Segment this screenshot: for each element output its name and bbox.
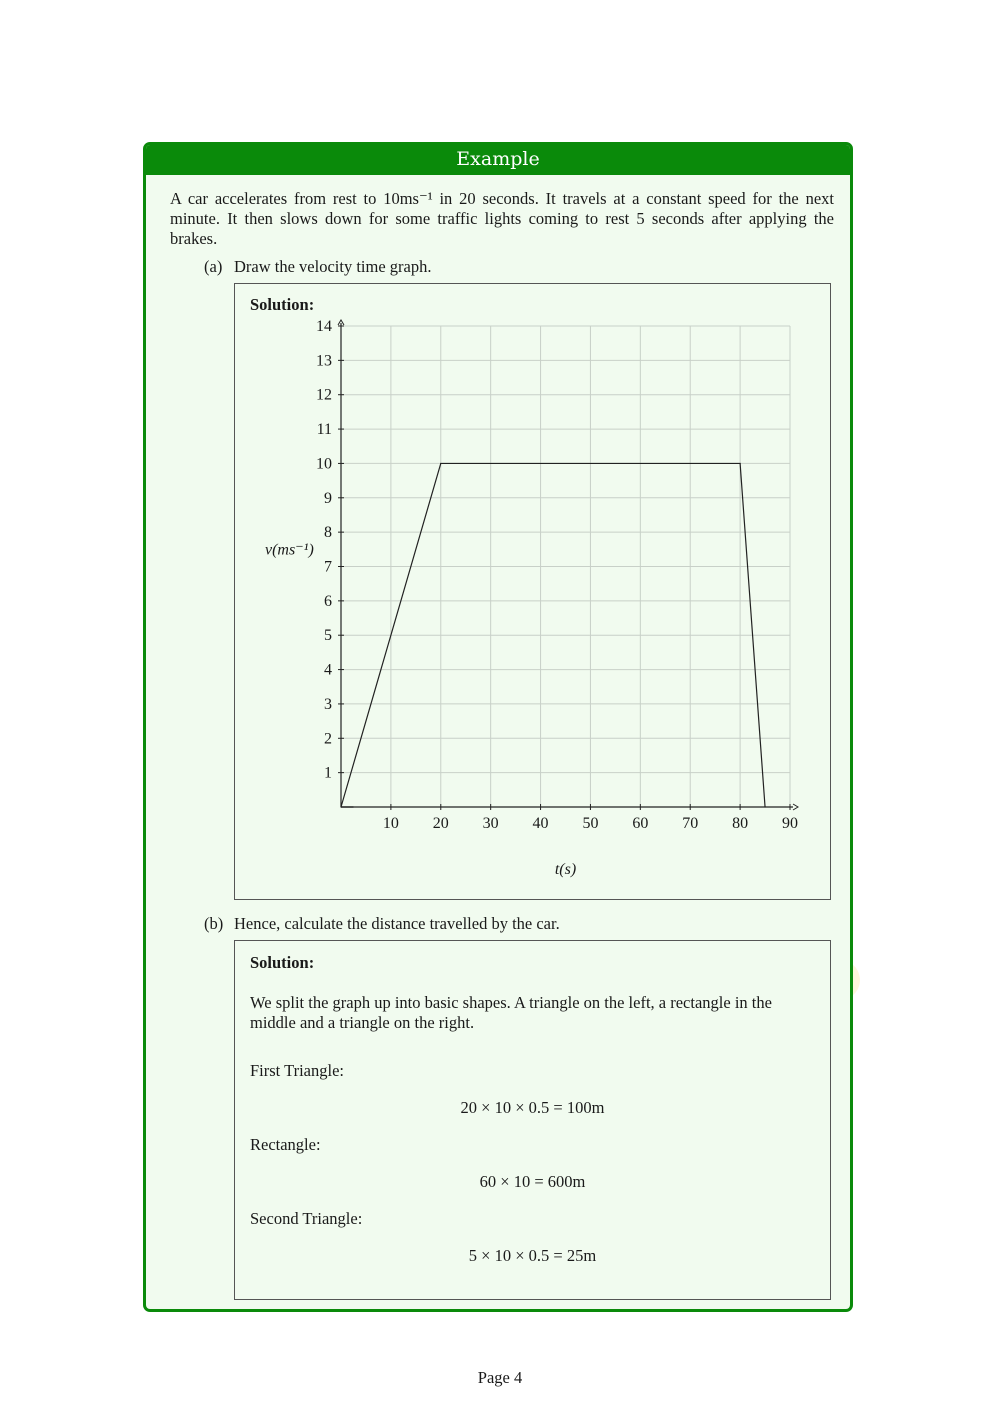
example-box [143, 142, 853, 1312]
velocity-point [740, 463, 741, 464]
y-tick-label: 3 [324, 695, 332, 713]
solution-a-box [234, 283, 831, 900]
x-tick-label: 90 [782, 815, 798, 832]
x-tick-label: 70 [682, 815, 699, 832]
part-b-label: (b) [204, 914, 224, 933]
solution-b-title: Solution: [250, 953, 315, 972]
x-axis-label: t(s) [554, 861, 577, 878]
x-tick-label: 40 [532, 815, 549, 832]
y-tick-label: 4 [324, 661, 332, 679]
example-header: Example [146, 145, 850, 175]
part-a-label: (a) [204, 257, 223, 276]
velocity-point [440, 463, 441, 464]
x-tick-label: 60 [632, 815, 649, 832]
y-tick-label: 10 [316, 455, 332, 473]
velocity-point [764, 806, 765, 807]
solution-b-intro: We split the graph up into basic shapes. A triangle on the left, a rectangle in the middle and a triangle on the right. [250, 993, 772, 1032]
y-tick-label: 7 [324, 558, 332, 576]
equation-second-triangle: 5 × 10 × 0.5 = 25m [468, 1246, 597, 1265]
solution-b-box [234, 940, 831, 1300]
y-axis-label: v(ms⁻¹) [265, 541, 314, 559]
solution-a-title: Solution: [250, 295, 315, 314]
y-tick-label: 2 [324, 730, 332, 748]
x-tick-label: 10 [382, 815, 399, 832]
y-tick-label: 6 [324, 592, 332, 610]
step-label-rectangle: Rectangle: [250, 1135, 321, 1154]
x-tick-label: 20 [432, 815, 449, 832]
x-tick-label: 30 [482, 815, 499, 832]
x-tick-label: 50 [582, 815, 599, 832]
y-tick-label: 13 [316, 352, 332, 370]
y-tick-label: 12 [316, 386, 332, 404]
step-label-first-triangle: First Triangle: [250, 1061, 344, 1080]
y-tick-label: 8 [324, 524, 332, 542]
x-tick-label: 80 [732, 815, 749, 832]
equation-first-triangle: 20 × 10 × 0.5 = 100m [460, 1098, 605, 1117]
y-tick-label: 5 [324, 627, 332, 645]
y-tick-label: 14 [316, 318, 332, 335]
step-label-second-triangle: Second Triangle: [250, 1209, 363, 1228]
y-tick-label: 11 [316, 421, 332, 439]
problem-statement: A car accelerates from rest to 10ms⁻¹ in 20 seconds. It travels at a constant speed for the next minute. It then slows down for some traffic lights coming to rest 5 seconds after applying the brakes. [170, 189, 834, 248]
equation-rectangle: 60 × 10 = 600m [479, 1172, 586, 1191]
x-axis-arrow [793, 804, 798, 810]
page-number: Page 4 [477, 1368, 523, 1387]
part-b-question: Hence, calculate the distance travelled by the car. [234, 914, 560, 933]
velocity-time-chart [235, 284, 830, 899]
y-tick-label: 9 [324, 489, 332, 507]
y-tick-label: 1 [324, 764, 332, 782]
part-a-question: Draw the velocity time graph. [234, 257, 432, 276]
